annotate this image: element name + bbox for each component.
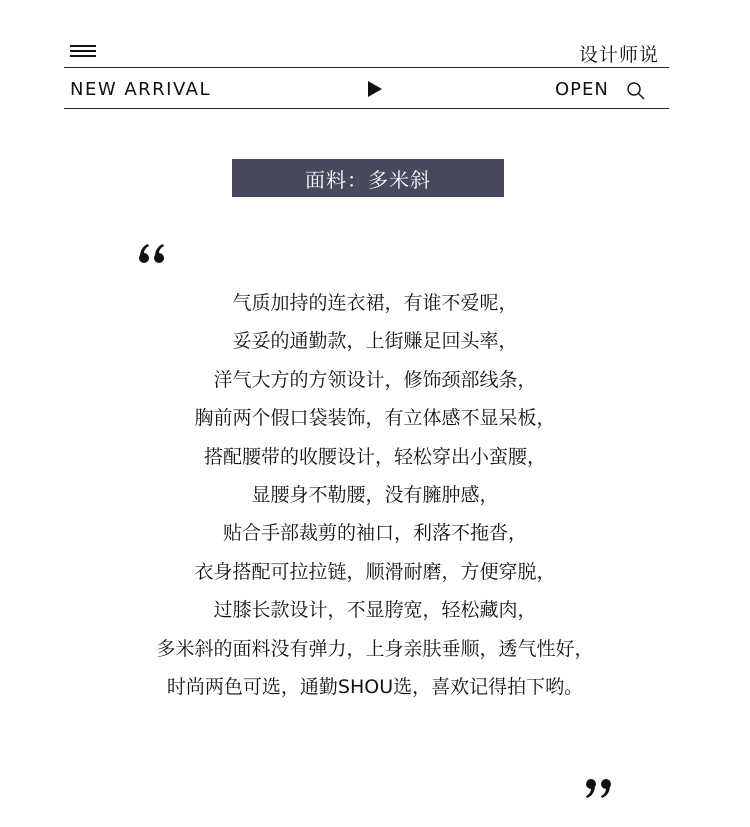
new-arrival-link[interactable]: NEW ARRIVAL — [70, 79, 211, 100]
description-line: 妥妥的通勤款，上街赚足回头率， — [232, 330, 518, 353]
description-line: 贴合手部裁剪的袖口，利落不拖沓， — [222, 522, 527, 545]
description-line: 洋气大方的方领设计，修饰颈部线条， — [213, 368, 537, 391]
hamburger-menu-icon[interactable] — [70, 45, 96, 58]
quote-open-icon — [138, 244, 166, 264]
fabric-label: 面料：多米斜 — [232, 159, 504, 197]
description-line: 多米斜的面料没有弹力，上身亲肤垂顺，透气性好， — [156, 637, 594, 660]
description-line: 时尚两色可选，通勤SHOU选，喜欢记得拍下哟。 — [166, 676, 584, 699]
search-icon[interactable] — [626, 81, 646, 101]
open-button[interactable]: OPEN — [555, 79, 609, 100]
nav-bar — [64, 68, 669, 109]
description-text — [60, 284, 690, 706]
description-line: 过膝长款设计，不显胯宽，轻松藏肉， — [213, 599, 537, 622]
play-icon[interactable] — [368, 81, 382, 97]
designer-says-title: 设计师说 — [578, 44, 659, 66]
description-line: 显腰身不勒腰，没有臃肿感， — [251, 484, 499, 507]
description-line: 衣身搭配可拉拉链，顺滑耐磨，方便穿脱， — [194, 560, 556, 583]
quote-close-icon — [584, 778, 612, 798]
top-bar — [64, 36, 669, 68]
description-line: 气质加持的连衣裙，有谁不爱呢， — [232, 292, 518, 314]
description-line: 胸前两个假口袋装饰，有立体感不显呆板， — [194, 407, 556, 430]
description-line: 搭配腰带的收腰设计，轻松穿出小蛮腰， — [203, 445, 546, 468]
